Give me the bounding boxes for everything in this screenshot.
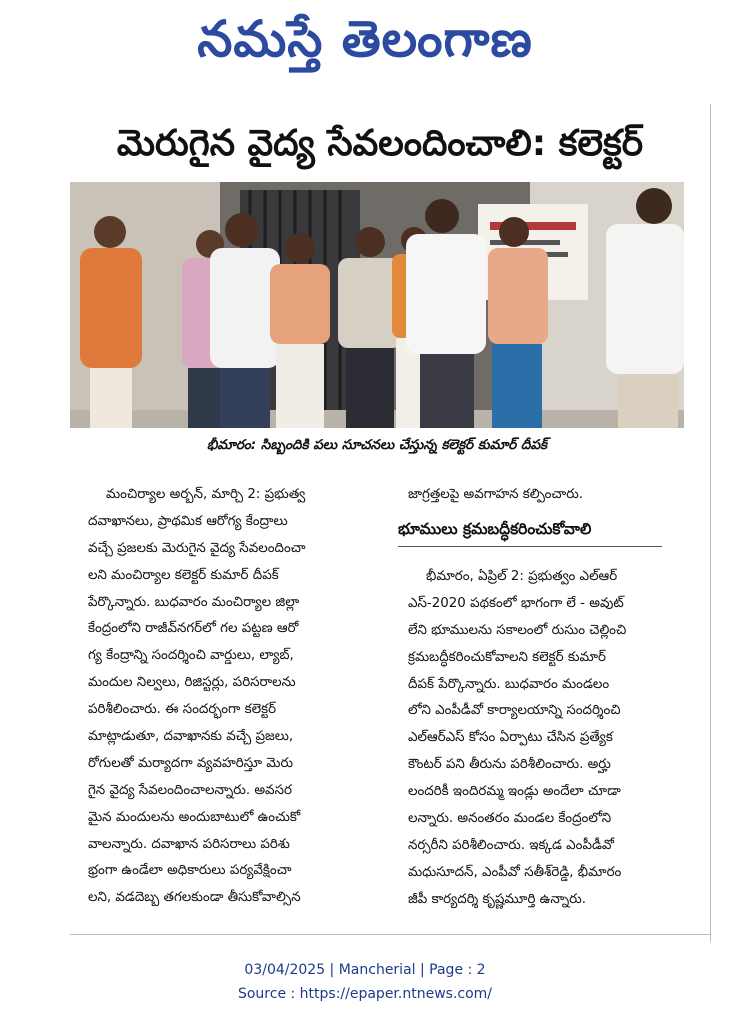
article-right-continuation: [408, 482, 678, 509]
paragraph-line: లని, వడదెబ్బ తగలకుండా తీసుకోవాల్సిన: [88, 890, 301, 906]
paragraph-line: జాగ్రత్తలపై అవగాహన కల్పించారు.: [408, 487, 584, 502]
paragraph-line: గైన వైద్య సేవలందించాలన్నారు. అవసర: [88, 782, 292, 798]
paragraph-line: కౌంటర్ పని తీరును పరిశీలించారు. అర్హు: [408, 757, 611, 773]
paragraph-line: క్రమబద్ధీకరించుకోవాలని కలెక్టర్ కుమార్: [408, 649, 606, 665]
article-photo: [70, 182, 684, 428]
paragraph-line: లని మంచిర్యాల కలెక్టర్ కుమార్ దీపక్: [88, 567, 279, 583]
paragraph-line: భ్రంగా ఉండేలా అధికారులు పర్యవేక్షించా: [88, 863, 292, 879]
photo-caption: భీమారం: సిబ్బందికి పలు సూచనలు చేస్తున్న కలెక్టర్ కుమార్ దీపక్: [206, 437, 548, 453]
masthead-title: నమస్తే తెలంగాణ: [197, 10, 533, 68]
paragraph-line: ఎస్-2020 పథకంలో భాగంగా లే - అవుట్: [408, 595, 624, 611]
paragraph-line: వాలన్నారు. దవాఖాన పరిసరాలు పరిశు: [88, 836, 290, 852]
paragraph-line: మైన మందులను అందుబాటులో ఉంచుకో: [88, 809, 301, 825]
paragraph-line: రోగులతో మర్యాదగా వ్యవహరిస్తూ మెరు: [88, 755, 294, 771]
newspaper-masthead: [0, 4, 730, 82]
paragraph-line: కేంద్రంలోని రాజీవ్‌నగర్‌లో గల పట్టణ ఆరో: [88, 621, 299, 637]
paragraph-line: భీమారం, ఏప్రిల్ 2: ప్రభుత్వం ఎల్‌ఆర్: [426, 569, 618, 584]
paragraph-line: జీపీ కార్యదర్శి కృష్ణమూర్తి ఉన్నారు.: [408, 891, 587, 907]
article-headline: మెరుగైన వైద్య సేవలందించాలి: కలెక్టర్: [116, 123, 644, 164]
column-rule: [710, 104, 711, 942]
footer-source-link[interactable]: Source : https://epaper.ntnews.com/: [237, 986, 493, 1002]
paragraph-line: మంచిర్యాల అర్బన్, మార్చి 2: ప్రభుత్వ: [106, 487, 306, 502]
paragraph-line: ఎల్‌ఆర్‌ఎస్ కోసం ఏర్పాటు చేసిన ప్రత్యేక: [408, 730, 613, 746]
footer-edition-info: 03/04/2025 | Mancherial | Page : 2: [244, 962, 486, 978]
bottom-rule: [70, 934, 710, 935]
paragraph-line: లేని భూములను సకాలంలో రుసుం చెల్లించి: [408, 622, 627, 638]
paragraph-line: దీపక్ పేర్కొన్నారు. బుధవారం మండలం: [408, 676, 610, 692]
paragraph-line: మాట్లాడుతూ, దవాఖానకు వచ్చే ప్రజలు,: [88, 729, 294, 745]
sub-article-headline: భూములు క్రమబద్ధీకరించుకోవాలి: [398, 512, 662, 547]
paragraph-line: లందరికీ ఇందిరమ్మ ఇండ్లు అందేలా చూడా: [408, 784, 621, 800]
sub-article-column: [408, 564, 684, 914]
article-left-column: [88, 482, 374, 912]
paragraph-line: పరిశీలించారు. ఈ సందర్భంగా కలెక్టర్: [88, 702, 277, 718]
paragraph-line: దవాఖానలు, ప్రాథమిక ఆరోగ్య కేంద్రాలు: [88, 513, 288, 529]
paragraph-line: మందుల నిల్వలు, రిజిస్టర్లు, పరిసరాలను: [88, 675, 296, 691]
paragraph-line: మధుసూదన్, ఎంపీవో సతీశ్‌రెడ్డి, భీమారం: [408, 864, 622, 880]
paragraph-line: గ్య కేంద్రాన్ని సందర్శించి వార్డులు, ల్యాబ్,: [88, 648, 294, 664]
paragraph-line: లోని ఎంపీడీవో కార్యాలయాన్ని సందర్శించి: [408, 703, 621, 719]
paragraph-line: పేర్కొన్నారు. బుధవారం మంచిర్యాల జిల్లా: [88, 594, 300, 610]
paragraph-line: నర్సరీని పరిశీలించారు. ఇక్కడ ఎంపీడీవో: [408, 837, 615, 853]
paragraph-line: వచ్చే ప్రజలకు మెరుగైన వైద్య సేవలందించా: [88, 540, 306, 556]
paragraph-line: లన్నారు. అనంతరం మండల కేంద్రంలోని: [408, 811, 612, 827]
